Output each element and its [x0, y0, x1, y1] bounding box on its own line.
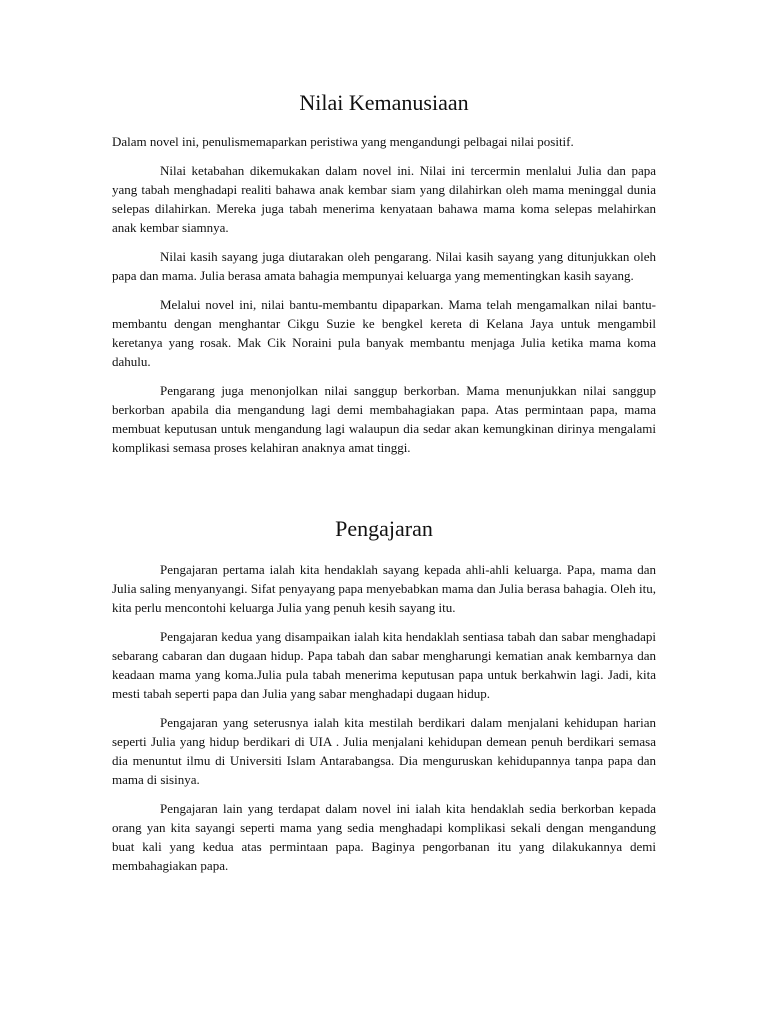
lesson-paragraph-1: Pengajaran pertama ialah kita hendaklah sayang kepada ahli-ahli keluarga. Papa, mama dan Julia saling menyanyangi. Sifat penyayang papa menyebabkan mama dan Julia berasa bahagia. Oleh itu, kita perlu mencontohi keluarga Julia yang penuh kesih sayang itu. — [112, 562, 656, 615]
values-section — [112, 132, 656, 467]
lessons-section — [112, 560, 656, 885]
value-paragraph-sanggup-berkorban: Pengarang juga menonjolkan nilai sanggup berkorban. Mama menunjukkan nilai sanggup berkorban apabila dia mengandung lagi demi membahagiakan papa. Atas permintaan papa, mama membuat keputusan untuk mengandung lagi walaupun dia sedar akan kemungkinan dirinya mengalami komplikasi semasa proses kelahiran anaknya amat tinggi. — [112, 383, 656, 455]
section-title-pengajaran: Pengajaran — [335, 516, 433, 541]
lesson-paragraph-4: Pengajaran lain yang terdapat dalam novel ini ialah kita hendaklah sedia berkorban kepada orang yan kita sayangi seperti mama yang sedia menghadapi komplikasi sekali dengan mengandung buat kali yang kedua atas permintaan papa. Baginya pengorbanan itu yang dilakukannya demi membahagiakan papa. — [112, 801, 656, 873]
intro-paragraph: Dalam novel ini, penulismemaparkan peristiwa yang mengandungi pelbagai nilai positif. — [112, 134, 574, 149]
value-paragraph-kasih-sayang: Nilai kasih sayang juga diutarakan oleh pengarang. Nilai kasih sayang yang ditunjukkan oleh papa dan mama. Julia berasa amata bahagia mempunyai keluarga yang mementingkan kasih sayang. — [112, 249, 656, 283]
value-paragraph-bantu-membantu: Melalui novel ini, nilai bantu-membantu dipaparkan. Mama telah mengamalkan nilai bantu-membantu dengan menghantar Cikgu Suzie ke bengkel kereta di Kelana Jaya untuk mengambil keretanya yang rosak. Mak Cik Noraini pula banyak membantu menjaga Julia ketika mama koma dahulu. — [112, 297, 656, 369]
value-paragraph-ketabahan: Nilai ketabahan dikemukakan dalam novel ini. Nilai ini tercermin menlalui Julia dan papa yang tabah menghadapi realiti bahawa anak kembar siam yang dilahirkan oleh mama meninggal dunia selepas dilahirkan. Mereka juga tabah menerima kenyataan bahawa mama koma selepas melahirkan anak kembar siamnya. — [112, 163, 656, 235]
lesson-paragraph-3: Pengajaran yang seterusnya ialah kita mestilah berdikari dalam menjalani kehidupan harian seperti Julia yang hidup berdikari di UIA . Julia menjalani kehidupan demean penuh berdikari semasa dia menuntut ilmu di Universiti Islam Antarabangsa. Dia menguruskan kehidupannya tanpa papa dan mama di sisinya. — [112, 715, 656, 787]
lesson-paragraph-2: Pengajaran kedua yang disampaikan ialah kita hendaklah sentiasa tabah dan sabar menghadapi sebarang cabaran dan dugaan hidup. Papa tabah dan sabar mengharungi kematian anak kembarnya dan keadaan mama yang koma.Julia pula tabah menerima keputusan papa untuk berkahwin lagi. Jadi, kita mesti tabah seperti papa dan Julia yang sabar menghadapi dugaan hidup. — [112, 629, 656, 701]
section-title-nilai-kemanusiaan: Nilai Kemanusiaan — [299, 90, 469, 115]
